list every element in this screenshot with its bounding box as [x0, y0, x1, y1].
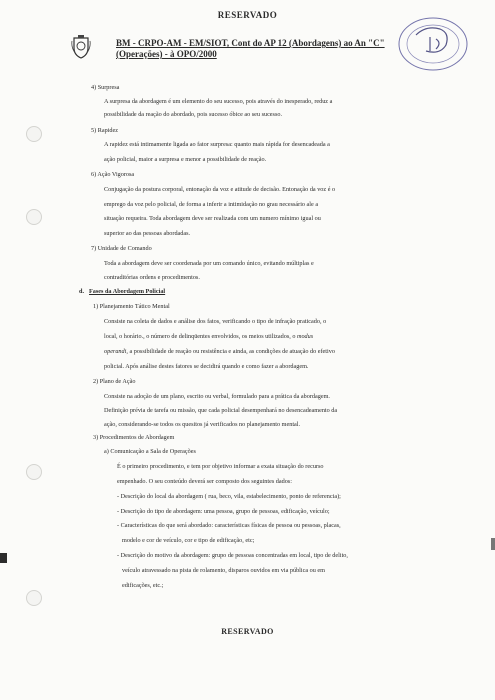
subsection-item-comunicacao: a) Comunicação a Sala de Operações [104, 448, 196, 455]
bullet-item: - Características do que será abordado: características físicas de pessoa ou pessoas, placas, [117, 522, 341, 529]
punch-hole [26, 126, 42, 142]
section-title-acao-vigorosa: 6) Ação Vigorosa [91, 171, 135, 178]
subsection-title-planejamento: 1) Planejamento Tático Mental [93, 303, 170, 310]
subsection-title-procedimentos: 3) Procedimentos de Abordagem [93, 434, 175, 441]
paragraph-line: A rapidez está intimamente ligada ao fator surpresa: quanto mais rápida for desencadeada a [104, 141, 330, 148]
paragraph-line: Consiste na adoção de um plano, escrito ou verbal, formulado para a prática da abordagem. [104, 393, 330, 400]
paragraph-line: ação, considerando-se todos os quesitos já verificados no planejamento mental. [104, 421, 301, 428]
paragraph-line: superior ao das pessoas abordadas. [104, 230, 191, 237]
paragraph-line: A surpresa da abordagem é um elemento do seu sucesso, pois através do inesperado, reduz a [104, 98, 333, 105]
punch-hole [26, 590, 42, 606]
punch-hole [26, 209, 42, 225]
bullet-item-continuation: edificações, etc.; [122, 582, 164, 589]
bullet-item: - Descrição do local da abordagem ( rua, beco, vila, estabelecimento, ponto de referencia); [117, 493, 341, 500]
paragraph-line: Definição prévia de tarefa ou missão, que cada policial desempenhará no desencadeamento da [104, 407, 338, 414]
paragraph-line [104, 333, 313, 341]
subsection-title-plano-acao: 2) Plano de Ação [93, 378, 136, 385]
section-heading-fases: Fases da Abordagem Policial [89, 288, 166, 295]
section-title-unidade-comando: 7) Unidade de Comando [91, 245, 152, 252]
paragraph-line: contraditórias ordens e procedimentos. [104, 274, 200, 281]
paragraph-line: Consiste na coleta de dados e análise dos fatos, verificando o tipo de infração praticado, o [104, 318, 327, 325]
paragraph-line: ação policial, maior a surpresa e menor a possibilidade de reação. [104, 156, 267, 163]
paragraph-text: , a possibilidade de reação ou resistência e ainda, as condições de atuação do efetivo [126, 348, 335, 355]
scan-edge-mark [491, 538, 495, 550]
classification-footer: RESERVADO [221, 627, 274, 636]
paragraph-line: emprego da voz pelo policial, de forma a inferir a intimidação no grau necessário ale a [104, 201, 319, 208]
italic-term: operandi [104, 348, 127, 355]
document-title-line-2: (Operações) - à OPO/2000 [116, 49, 217, 59]
bullet-item-continuation: modelo e cor de veículo, cor e tipo de edificação, etc; [122, 537, 255, 544]
paragraph-line: situação requeira. Toda abordagem deve ser realizada com um numero mínimo igual ou [104, 215, 321, 222]
italic-term: modus [296, 333, 314, 340]
bullet-item: - Descrição do tipo de abordagem: uma pessoa, grupo de pessoas, edificação, veículo; [117, 508, 330, 515]
classification-header: RESERVADO [217, 10, 278, 20]
paragraph-text: local, o horário., o número de delinqüentes envolvidos, os meios utilizados, o [104, 333, 296, 340]
punch-hole [26, 464, 42, 480]
section-title-rapidez: 5) Rapidez [91, 127, 118, 134]
coat-of-arms-icon [71, 35, 91, 59]
paragraph-line [104, 348, 335, 356]
section-letter: d. [79, 288, 84, 295]
paragraph-line: É o primeiro procedimento, e tem por objetivo informar a exata situação do recurso [117, 463, 324, 470]
section-title-surpresa: 4) Surpresa [91, 84, 120, 91]
bullet-item: - Descrição do motivo da abordagem: grupo de pessoas concentradas em local, tipo de delito, [117, 552, 348, 559]
official-stamp-icon [396, 15, 470, 73]
bullet-item-continuation: veículo atravessado na pista de rolamento, disparos ouvidos em via pública ou em [122, 567, 325, 574]
document-title-line-1: BM - CRPO-AM - EM/SIOT, Cont do AP 12 (Abordagens) ao An "C" [116, 38, 385, 48]
paragraph-line: possibilidade da reação do abordado, pois sucesso óbice ao seu sucesso. [104, 111, 283, 118]
paragraph-line: empenhado. O seu conteúdo deverá ser composto dos seguintes dados: [117, 478, 292, 485]
paragraph-line: policial. Após análise destes fatores se decidirá quando e como fazer a abordagem. [104, 363, 309, 370]
scan-edge-mark [0, 553, 7, 563]
paragraph-line: Conjugação da postura corporal, entonação da voz e atitude de decisão. Entonação da voz é o [104, 186, 336, 193]
paragraph-line: Toda a abordagem deve ser coordenada por um comando único, evitando múltiplas e [104, 260, 314, 267]
